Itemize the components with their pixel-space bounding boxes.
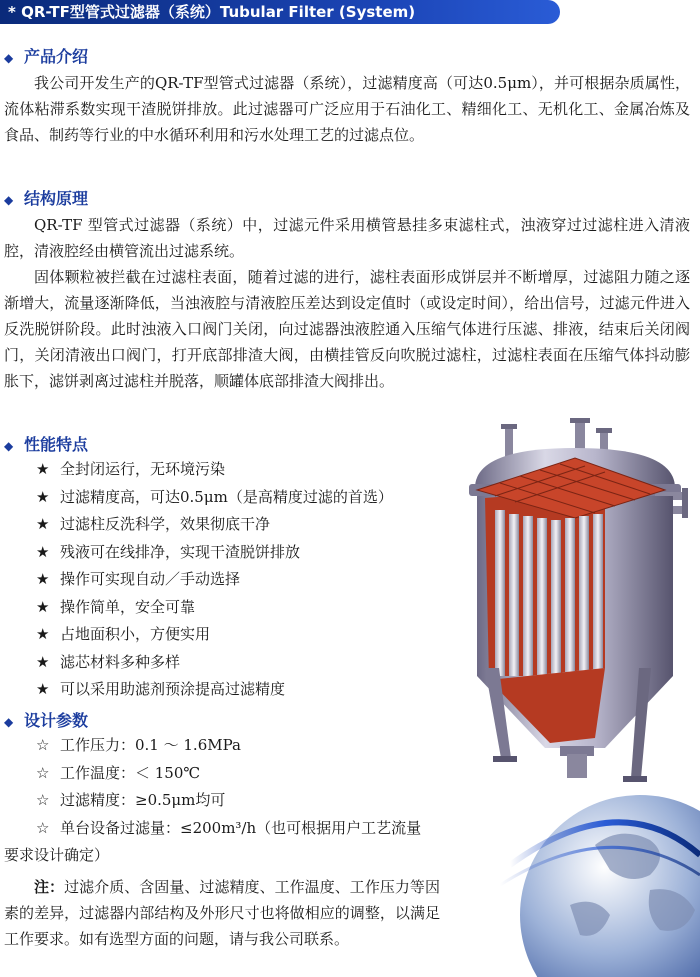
features-list [36,456,393,704]
section-heading-intro [4,44,88,67]
diamond-bullet-icon: ◆ [4,51,14,65]
star-icon: ★ [36,487,50,506]
hollow-star-icon: ☆ [36,791,50,809]
list-item: ★ 过滤精度高，可达0.5μm（是高精度过滤的首选） [36,484,393,512]
list-item: ☆ 工作压力：0.1 ～ 1.6MPa [36,732,421,760]
list-item: ☆ 过滤精度：≥0.5μm均可 [36,787,421,815]
star-icon: ★ [36,680,50,698]
list-item: ★ 滤芯材料多种多样 [36,649,393,677]
diamond-bullet-icon: ◆ [4,193,14,207]
list-item: ☆ 工作温度：＜ 150℃ [36,760,421,788]
star-icon: ★ [36,625,50,643]
star-icon: ★ [36,652,50,671]
star-icon: ★ [36,542,50,561]
structure-paragraph-1: QR-TF 型管式过滤器（系统）中，过滤元件采用横管悬挂多束滤柱式，浊液穿过过滤柱进入清液腔，清液腔经由横管流出过滤系统。 [4,216,690,260]
note-text: 过滤介质、含固量、过滤精度、工作温度、工作压力等因素的差异，过滤器内部结构及外形尺寸也将做相应的调整，以满足工作要求。如有选型方面的问题，请与我公司联系。 [4,878,440,948]
list-item: ★ 占地面积小，方便实用 [36,621,393,649]
note-label: 注： [34,878,65,896]
tubular-filter-illustration [455,418,690,788]
section-heading-text: 产品介绍 [24,47,89,66]
star-icon: ★ [36,515,50,533]
diamond-bullet-icon: ◆ [4,439,14,453]
diamond-bullet-icon: ◆ [4,715,14,729]
section-heading-structure [4,186,88,209]
section-heading-text: 设计参数 [24,711,89,730]
hollow-star-icon: ☆ [36,763,50,782]
star-icon: ★ [36,597,50,616]
list-item: ★ 残液可在线排净，实现干渣脱饼排放 [36,539,393,567]
structure-paragraph-2: 固体颗粒被拦截在过滤柱表面，随着过滤的进行，滤柱表面形成饼层并不断增厚，过滤阻力随之逐渐增大，流量逐渐降低，当浊液腔与清液腔压差达到设定值时（或设定时间），给出信号，过滤元件进入反洗脱饼阶段。此时浊液入口阀门关闭，向过滤器浊液腔通入压缩气体进行压滤、排液，结束后关闭阀门，关闭清液出口阀门，打开底部排渣大阀，由横挂管反向吹脱过滤柱，过滤柱表面在压缩气体抖动膨胀下，滤饼剥离过滤柱并脱落，顺罐体底部排渣大阀排出。 [4,268,690,390]
note-paragraph [4,874,440,952]
globe-decoration [500,745,700,977]
hollow-star-icon: ☆ [36,736,50,754]
list-item: ★ 可以采用助滤剂预涂提高过滤精度 [36,676,393,704]
params-continuation: 要求设计确定） [4,846,110,864]
list-item: ★ 操作可实现自动／手动选择 [36,566,393,594]
list-item: ★ 过滤柱反洗科学，效果彻底干净 [36,511,393,539]
list-item: ★ 全封闭运行，无环境污染 [36,456,393,484]
star-icon: ★ [36,460,50,478]
list-item: ☆ 单台设备过滤量：≤200m³/h（也可根据用户工艺流量 [36,815,421,843]
params-list [36,732,421,842]
nozzle [505,428,513,458]
intro-paragraph: 我公司开发生产的QR-TF型管式过滤器（系统），过滤精度高（可达0.5μm），并可根据杂质属性，流体粘滞系数实现干渣脱饼排放。此过滤器可广泛应用于石油化工、精细化工、无机化工、金属冶炼及食品、制药等行业的中水循环利用和污水处理工艺的过滤点位。 [4,74,690,144]
section-heading-features [4,432,88,455]
list-item: ★ 操作简单，安全可靠 [36,594,393,622]
hollow-star-icon: ☆ [36,818,50,837]
page-title: * QR-TF型管式过滤器（系统）Tubular Filter (System) [8,3,416,21]
section-heading-text: 性能特点 [24,435,89,454]
page-title-banner [0,0,560,24]
star-icon: ★ [36,570,50,588]
section-heading-text: 结构原理 [24,189,89,208]
section-heading-params [4,708,88,731]
nozzle [575,420,585,450]
